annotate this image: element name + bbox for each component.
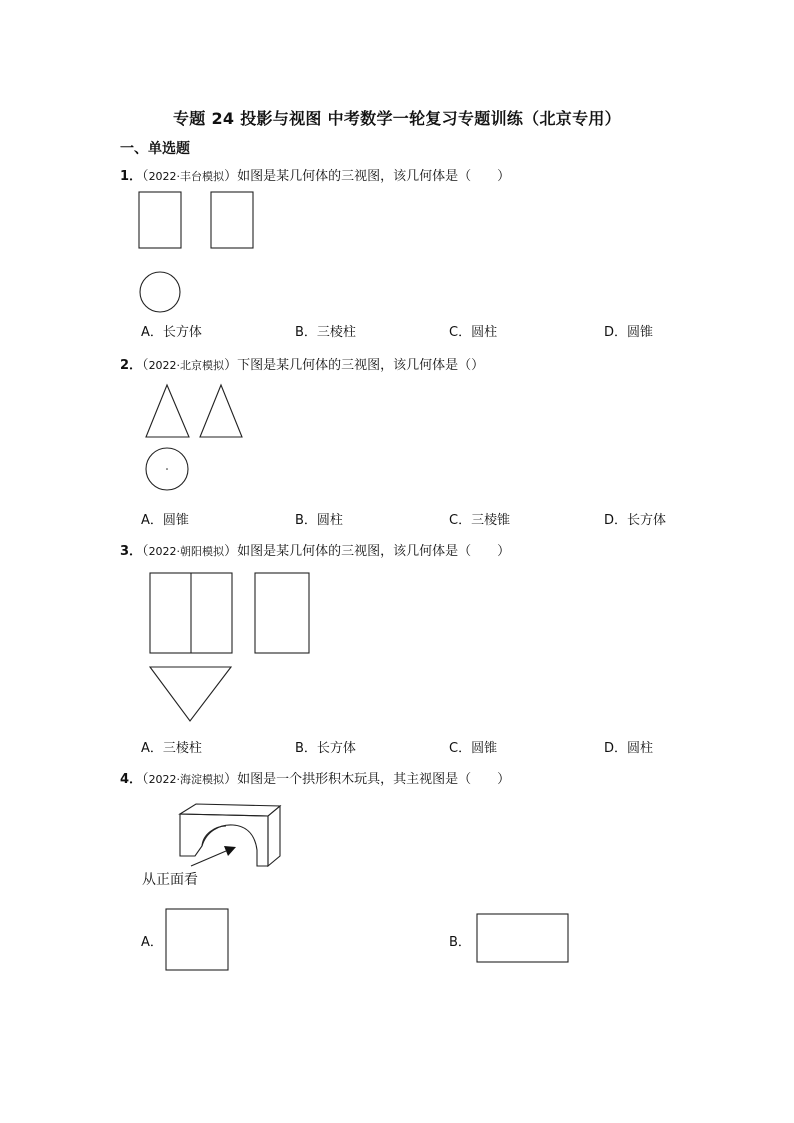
q3-option-d[interactable]: D．圆柱: [604, 741, 654, 756]
q1-option-b[interactable]: B．三棱柱: [295, 325, 356, 340]
source-open: （: [142, 544, 149, 559]
source-open: （: [142, 358, 149, 373]
source-close: ）: [224, 772, 238, 787]
source-close: ）: [224, 544, 238, 559]
page-title: 专题 24 投影与视图 中考数学一轮复习专题训练（北京专用）: [173, 109, 621, 128]
question-text: 如图是一个拱形积木玩具，其主视图是（ ）: [237, 772, 511, 787]
source-close: ）: [224, 358, 238, 373]
question-number: 1．: [120, 169, 143, 184]
q3-option-c[interactable]: C．圆锥: [449, 741, 498, 756]
source-open: （: [142, 169, 149, 184]
q2-option-a[interactable]: A．圆锥: [141, 513, 189, 528]
q2-option-d[interactable]: D．长方体: [604, 513, 667, 528]
question-source: 2022·海淀模拟: [148, 773, 225, 786]
question-text: 如图是某几何体的三视图，该几何体是（ ）: [237, 544, 511, 559]
question-source: 2022·朝阳模拟: [148, 545, 225, 558]
q1-option-c[interactable]: C．圆柱: [449, 325, 498, 340]
section-heading: 一、单选题: [120, 141, 190, 157]
q1-option-d[interactable]: D．圆锥: [604, 325, 654, 340]
q2-option-b[interactable]: B．圆柱: [295, 513, 343, 528]
question-number: 4．: [120, 772, 143, 787]
source-close: ）: [224, 169, 238, 184]
question-number: 3．: [120, 544, 143, 559]
question-source: 2022·北京模拟: [148, 359, 225, 372]
q4-option-b[interactable]: B．: [449, 935, 471, 950]
view-direction-caption: 从正面看: [142, 872, 198, 888]
q1-option-a[interactable]: A．长方体: [141, 325, 202, 340]
question-source: 2022·丰台模拟: [148, 170, 225, 183]
q4-option-a[interactable]: A．: [141, 935, 163, 950]
q3-option-b[interactable]: B．长方体: [295, 741, 356, 756]
q3-option-a[interactable]: A．三棱柱: [141, 741, 202, 756]
question-number: 2．: [120, 358, 143, 373]
question-text: 下图是某几何体的三视图，该几何体是（）: [237, 358, 485, 373]
q2-option-c[interactable]: C．三棱锥: [449, 513, 511, 528]
option-b-rectangle: [477, 914, 568, 962]
source-open: （: [142, 772, 149, 787]
question-text: 如图是某几何体的三视图，该几何体是（ ）: [237, 169, 511, 184]
